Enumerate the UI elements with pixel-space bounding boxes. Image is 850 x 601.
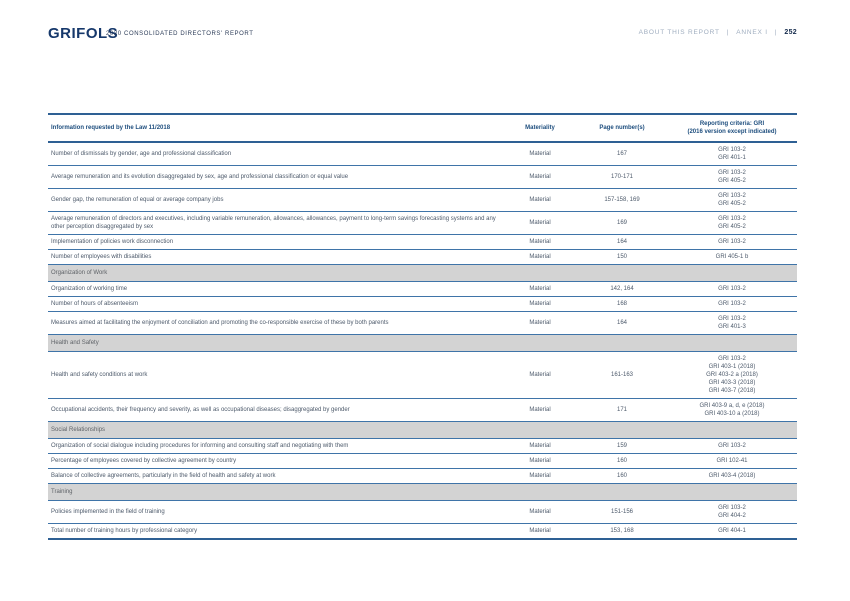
column-header-criteria-line2: (2016 version except indicated) bbox=[687, 129, 777, 135]
table-row bbox=[48, 297, 797, 312]
cell-gri-criteria bbox=[667, 212, 797, 235]
gri-criterion: GRI 103-2 bbox=[718, 193, 746, 199]
breadcrumb bbox=[639, 29, 797, 36]
cell-information: Policies implemented in the field of training bbox=[48, 501, 503, 524]
breadcrumb-annex-i[interactable]: ANNEX I bbox=[736, 29, 768, 36]
gri-criterion: GRI 401-3 bbox=[718, 324, 746, 330]
cell-page-numbers: 167 bbox=[577, 142, 667, 166]
cell-materiality: Material bbox=[503, 250, 577, 265]
cell-page-numbers: 157-158, 169 bbox=[577, 189, 667, 212]
gri-criterion: GRI 403-2 a (2018) bbox=[706, 372, 758, 378]
grifols-logo: GRIFOLS bbox=[48, 25, 119, 42]
cell-materiality: Material bbox=[503, 469, 577, 484]
cell-page-numbers: 142, 164 bbox=[577, 282, 667, 297]
table-row bbox=[48, 235, 797, 250]
cell-gri-criteria bbox=[667, 439, 797, 454]
gri-criterion: GRI 103-2 bbox=[718, 216, 746, 222]
cell-materiality: Material bbox=[503, 235, 577, 250]
gri-criterion: GRI 103-2 bbox=[718, 505, 746, 511]
cell-gri-criteria bbox=[667, 282, 797, 297]
cell-gri-criteria bbox=[667, 312, 797, 335]
cell-information: Organization of social dialogue including procedures for informing and consulting staff and negotiating with them bbox=[48, 439, 503, 454]
cell-gri-criteria bbox=[667, 469, 797, 484]
cell-page-numbers: 151-156 bbox=[577, 501, 667, 524]
table-row bbox=[48, 469, 797, 484]
cell-information: Average remuneration of directors and executives, including variable remuneration, allowances, allowances, payment to long-term savings forecasting systems and any other perception disaggregated by sex bbox=[48, 212, 503, 235]
section-label: Social Relationships bbox=[48, 422, 797, 439]
cell-page-numbers: 153, 168 bbox=[577, 524, 667, 540]
table-row bbox=[48, 166, 797, 189]
gri-criterion: GRI 103-2 bbox=[718, 286, 746, 292]
cell-information: Percentage of employees covered by collective agreement by country bbox=[48, 454, 503, 469]
gri-criterion: GRI 403-7 (2018) bbox=[708, 388, 756, 394]
cell-information: Health and safety conditions at work bbox=[48, 352, 503, 399]
column-header-pages: Page number(s) bbox=[577, 114, 667, 142]
section-row bbox=[48, 265, 797, 282]
gri-criterion: GRI 403-9 a, d, e (2018) bbox=[699, 403, 765, 409]
cell-gri-criteria bbox=[667, 189, 797, 212]
table-row bbox=[48, 312, 797, 335]
table-row bbox=[48, 142, 797, 166]
cell-information: Measures aimed at facilitating the enjoyment of conciliation and promoting the co-responsible exercise of these by both parents bbox=[48, 312, 503, 335]
cell-materiality: Material bbox=[503, 166, 577, 189]
table-row bbox=[48, 282, 797, 297]
page-number: 252 bbox=[784, 29, 797, 36]
cell-materiality: Material bbox=[503, 439, 577, 454]
column-header-criteria-line1: Reporting criteria: GRI bbox=[699, 121, 765, 127]
cell-gri-criteria bbox=[667, 142, 797, 166]
gri-criterion: GRI 103-2 bbox=[718, 301, 746, 307]
cell-page-numbers: 164 bbox=[577, 235, 667, 250]
gri-criterion: GRI 403-4 (2018) bbox=[708, 473, 756, 479]
table-row bbox=[48, 501, 797, 524]
gri-criterion: GRI 405-2 bbox=[718, 201, 746, 207]
breadcrumb-separator: | bbox=[726, 29, 730, 36]
gri-criterion: GRI 403-1 (2018) bbox=[708, 364, 756, 370]
cell-gri-criteria bbox=[667, 399, 797, 422]
gri-criterion: GRI 405-2 bbox=[718, 178, 746, 184]
cell-materiality: Material bbox=[503, 297, 577, 312]
table-header bbox=[48, 114, 797, 142]
cell-page-numbers: 169 bbox=[577, 212, 667, 235]
table-body bbox=[48, 142, 797, 539]
cell-page-numbers: 171 bbox=[577, 399, 667, 422]
gri-criterion: GRI 403-3 (2018) bbox=[708, 380, 756, 386]
gri-criterion: GRI 405-1 b bbox=[715, 254, 749, 260]
gri-criterion: GRI 404-1 bbox=[718, 528, 746, 534]
cell-page-numbers: 150 bbox=[577, 250, 667, 265]
breadcrumb-about-this-report[interactable]: ABOUT THIS REPORT bbox=[638, 29, 720, 36]
breadcrumb-separator: | bbox=[774, 29, 778, 36]
cell-materiality: Material bbox=[503, 312, 577, 335]
gri-criterion: GRI 103-2 bbox=[718, 356, 746, 362]
gri-criterion: GRI 103-2 bbox=[718, 316, 746, 322]
table-header-row bbox=[48, 114, 797, 142]
section-label: Organization of Work bbox=[48, 265, 797, 282]
section-row bbox=[48, 422, 797, 439]
cell-page-numbers: 161-163 bbox=[577, 352, 667, 399]
cell-information: Implementation of policies work disconnection bbox=[48, 235, 503, 250]
cell-information: Organization of working time bbox=[48, 282, 503, 297]
report-title: 2020 CONSOLIDATED DIRECTORS' REPORT bbox=[106, 31, 254, 37]
cell-gri-criteria bbox=[667, 501, 797, 524]
cell-information: Number of hours of absenteeism bbox=[48, 297, 503, 312]
cell-materiality: Material bbox=[503, 501, 577, 524]
cell-information: Occupational accidents, their frequency and severity, as well as occupational diseases; disaggregated by gender bbox=[48, 399, 503, 422]
cell-page-numbers: 159 bbox=[577, 439, 667, 454]
cell-materiality: Material bbox=[503, 282, 577, 297]
gri-reporting-table bbox=[48, 113, 797, 540]
cell-materiality: Material bbox=[503, 142, 577, 166]
gri-criterion: GRI 401-1 bbox=[718, 155, 746, 161]
cell-gri-criteria bbox=[667, 524, 797, 540]
cell-page-numbers: 168 bbox=[577, 297, 667, 312]
table-row bbox=[48, 189, 797, 212]
cell-page-numbers: 160 bbox=[577, 469, 667, 484]
column-header-criteria bbox=[667, 114, 797, 142]
section-row bbox=[48, 335, 797, 352]
cell-information: Number of dismissals by gender, age and professional classification bbox=[48, 142, 503, 166]
gri-criterion: GRI 103-2 bbox=[718, 147, 746, 153]
cell-materiality: Material bbox=[503, 189, 577, 212]
cell-information: Balance of collective agreements, particularly in the field of health and safety at work bbox=[48, 469, 503, 484]
table-row bbox=[48, 250, 797, 265]
gri-criterion: GRI 405-2 bbox=[718, 224, 746, 230]
table-row bbox=[48, 212, 797, 235]
column-header-information: Information requested by the Law 11/2018 bbox=[48, 114, 503, 142]
cell-materiality: Material bbox=[503, 399, 577, 422]
cell-materiality: Material bbox=[503, 454, 577, 469]
cell-page-numbers: 170-171 bbox=[577, 166, 667, 189]
column-header-materiality: Materiality bbox=[503, 114, 577, 142]
section-label: Training bbox=[48, 484, 797, 501]
cell-gri-criteria bbox=[667, 166, 797, 189]
cell-gri-criteria bbox=[667, 250, 797, 265]
gri-criterion: GRI 103-2 bbox=[718, 170, 746, 176]
cell-information: Gender gap, the remuneration of equal or average company jobs bbox=[48, 189, 503, 212]
table-row bbox=[48, 524, 797, 540]
cell-gri-criteria bbox=[667, 454, 797, 469]
cell-materiality: Material bbox=[503, 524, 577, 540]
cell-information: Total number of training hours by professional category bbox=[48, 524, 503, 540]
cell-materiality: Material bbox=[503, 212, 577, 235]
table-row bbox=[48, 399, 797, 422]
cell-gri-criteria bbox=[667, 235, 797, 250]
gri-criterion: GRI 103-2 bbox=[718, 443, 746, 449]
section-row bbox=[48, 484, 797, 501]
gri-criterion: GRI 102-41 bbox=[716, 458, 748, 464]
gri-criterion: GRI 403-10 a (2018) bbox=[704, 411, 760, 417]
section-label: Health and Safety bbox=[48, 335, 797, 352]
cell-page-numbers: 164 bbox=[577, 312, 667, 335]
cell-gri-criteria bbox=[667, 352, 797, 399]
table-row bbox=[48, 439, 797, 454]
cell-page-numbers: 160 bbox=[577, 454, 667, 469]
gri-criterion: GRI 404-2 bbox=[718, 513, 746, 519]
cell-information: Average remuneration and its evolution disaggregated by sex, age and professional classification or equal value bbox=[48, 166, 503, 189]
cell-information: Number of employees with disabilities bbox=[48, 250, 503, 265]
page-header bbox=[0, 0, 850, 50]
gri-criterion: GRI 103-2 bbox=[718, 239, 746, 245]
cell-materiality: Material bbox=[503, 352, 577, 399]
table-row bbox=[48, 352, 797, 399]
cell-gri-criteria bbox=[667, 297, 797, 312]
table-row bbox=[48, 454, 797, 469]
